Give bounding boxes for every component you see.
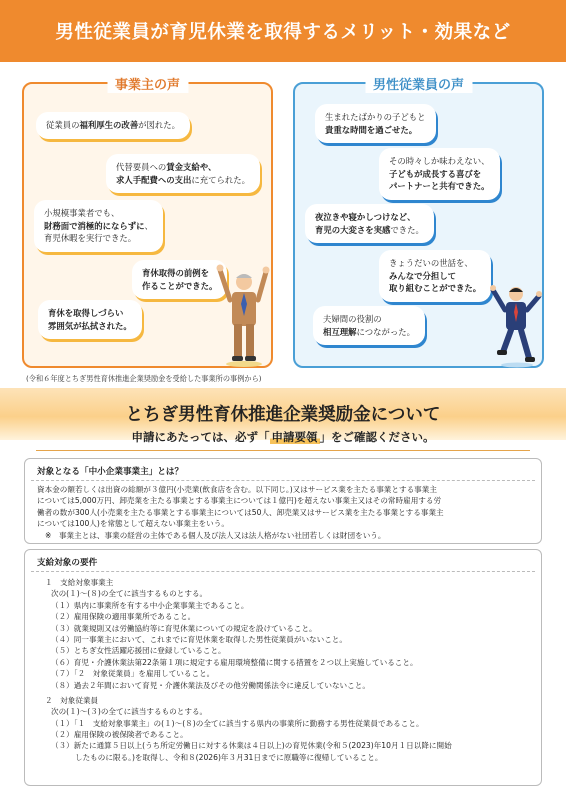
bubble-text: 夫婦間の役割の — [323, 314, 382, 324]
bubble-line — [315, 224, 424, 237]
requirement-line: したものに限る。)を取得し、令和８(2026)年３月31日までに原職等に復帰していること。 — [75, 752, 383, 762]
bubble-bold-text: 求人手配費への支出 — [116, 174, 192, 185]
employer-bubble — [34, 200, 163, 252]
employer-bubble — [36, 112, 190, 139]
requirement-line: （２）雇用保険の適用事業所であること。 — [51, 612, 196, 622]
page-title: 男性従業員が育児休業を取得するメリット・効果など — [55, 22, 511, 43]
bubble-line — [323, 326, 415, 339]
definition-line: ※ 事業主とは、事業の経営の主体である個人及び法人又は法人格がない社団若しくは財団をいう。 — [45, 530, 386, 540]
bubble-bold-text: 育児の大変さを実感 — [315, 224, 391, 235]
man-jumping-illustration — [487, 280, 545, 368]
employee-bubble — [379, 148, 500, 200]
bubble-bold-text: 子どもが成長する喜びを — [389, 168, 482, 179]
eligibility-text — [37, 577, 531, 763]
requirement-line: （７）「２ 対象従業員」を雇用していること。 — [51, 669, 215, 679]
section-divider — [36, 450, 530, 451]
sme-definition-text — [37, 484, 531, 541]
bubble-line — [389, 155, 490, 168]
employee-bubble — [315, 104, 436, 143]
bubble-text: 従業員の — [46, 120, 80, 130]
bubble-line — [142, 267, 217, 280]
definition-line: 働者の数が300人(小売業を主たる事業とする事業主については50人、卸売業又はサービス業を主たる事業とする事業主 — [37, 507, 444, 517]
notice-text-after: 」をご確認ください。 — [319, 430, 435, 444]
bubble-bold-text: 作ることができた。 — [142, 280, 218, 291]
source-note: (令和６年度とちぎ男性育休推進企業奨励金を受給した事業所の事例から) — [26, 374, 262, 383]
bubble-text: 育児休暇を実行できた。 — [44, 233, 137, 244]
notice-text-before: 申請にあたっては、必ず「 — [131, 430, 270, 444]
eligibility-title: 支給対象の要件 — [37, 558, 98, 568]
requirement-line: ２ 対象従業員 — [45, 695, 99, 705]
bubble-text: きょうだいの世話を、 — [389, 258, 473, 268]
requirement-line: （２）雇用保険の被保険者であること。 — [51, 730, 188, 740]
businessman-cheering-illustration — [216, 260, 272, 368]
box-divider — [31, 571, 535, 572]
sme-definition-box — [24, 458, 542, 544]
bubble-line — [325, 124, 426, 137]
definition-line: 資本金の額若しくは出資の総額が３億円(小売業(飲食店を含む。以下同じ。)又はサービス業を主たる事業とする事業主 — [37, 485, 437, 494]
bubble-bold-text: パートナーと共有できた。 — [389, 181, 490, 192]
bubble-text: できた。 — [390, 224, 424, 235]
bubble-line — [389, 180, 490, 193]
bubble-bold-text: 取り組むことができた。 — [389, 283, 482, 294]
bubble-line — [389, 282, 481, 295]
bubble-line — [116, 174, 250, 187]
requirement-line: （８）過去２年間において育児・介護休業法及びその他労働関係法令に違反していないこと。 — [51, 680, 370, 690]
requirement-line: （５）とちぎ女性活躍応援団に登録していること。 — [51, 646, 226, 656]
bubble-line — [44, 220, 153, 233]
bubble-line — [44, 232, 153, 245]
requirement-line: （４）同一事業主において、これまでに育児休業を取得した男性従業員がいないこと。 — [51, 634, 347, 644]
bubble-text: 小規模事業者でも、 — [44, 208, 120, 218]
bubble-bold-text: 夜泣きや寝かしつけなど、 — [315, 212, 416, 222]
requirement-line: （３）就業規則又は労働協約等に育児休業についての規定を設けていること。 — [51, 623, 317, 633]
requirement-line: （３）新たに通算５日以上(うち所定労働日に対する休業は４日以上)の育児休業(令和５(2023)年10月１日以降に開始 — [51, 741, 452, 751]
requirement-line: １ 支給対象事業主 — [45, 578, 114, 587]
section-title: とちぎ男性育休推進企業奨励金について — [125, 405, 441, 425]
bubble-line — [389, 270, 481, 283]
box-divider — [31, 480, 535, 481]
application-notice — [0, 429, 566, 445]
bubble-text: 、 — [144, 220, 153, 231]
bubble-bold-text: 賃金支給や、 — [166, 162, 217, 172]
bubble-line — [142, 280, 217, 293]
bubble-line — [325, 111, 426, 124]
bubble-line — [323, 313, 415, 326]
requirement-line: （６）育児・介護休業法第22条第１項に規定する雇用環境整備に関する措置を２つ以上実施していること。 — [51, 657, 418, 667]
bubble-text: 代替要員への — [116, 162, 167, 172]
bubble-line — [46, 119, 180, 132]
bubble-line — [44, 207, 153, 220]
bubble-text: その時々しか味わえない、 — [389, 156, 490, 166]
bubble-line — [389, 257, 481, 270]
requirement-line: 次の(１)～(３)の全てに該当するものとする。 — [51, 707, 208, 717]
bubble-line — [315, 211, 424, 224]
bubble-bold-text: 育休取得の前例を — [142, 268, 209, 278]
requirement-line: 次の(１)～(８)の全てに該当するものとする。 — [51, 589, 208, 599]
bubble-bold-text: 福利厚生の改善 — [79, 120, 139, 130]
definition-line: については5,000万円、卸売業を主たる事業とする事業主については１億円)を超えない事業主又はその常時雇用する労 — [37, 496, 442, 506]
bubble-text: 生まれたばかりの子どもと — [325, 112, 426, 122]
notice-highlight: 申請要領 — [271, 430, 318, 444]
employee-voices-title: 男性従業員の声 — [365, 74, 472, 93]
requirement-line: （１）「１ 支給対象事業主」の(１)～(８)の全てに該当する県内の事業所に勤務する男性従業員であること。 — [51, 718, 424, 728]
employee-bubble — [379, 250, 491, 302]
bubble-bold-text: 貴重な時間を過ごせた。 — [325, 124, 418, 135]
header-banner — [0, 0, 566, 62]
bubble-bold-text: 雰囲気が払拭された。 — [48, 320, 132, 331]
employer-voices-title: 事業主の声 — [107, 74, 188, 93]
employee-voices-panel — [293, 78, 544, 368]
bubble-line — [116, 161, 250, 174]
bubble-line — [389, 168, 490, 181]
eligibility-requirements-box — [24, 549, 542, 786]
bubble-line — [48, 320, 132, 333]
bubble-bold-text: 育休を取得しづらい — [48, 308, 124, 318]
bubble-text: が図れた。 — [138, 120, 180, 130]
employee-bubble — [313, 306, 425, 345]
employer-voices-panel — [22, 78, 273, 368]
bubble-line — [48, 307, 132, 320]
bubble-text: に充てられた。 — [191, 174, 250, 185]
bubble-bold-text: 財務面で消極的にならずに — [44, 220, 145, 231]
bubble-text: につながった。 — [356, 326, 415, 337]
employee-bubble — [305, 204, 434, 243]
requirement-line: （１）県内に事業所を有する中小企業事業主であること。 — [51, 600, 249, 610]
employer-bubble — [132, 260, 227, 299]
bubble-bold-text: 相互理解 — [323, 326, 357, 337]
definition-line: については100人)を常態として超えない事業主をいう。 — [37, 519, 229, 529]
employer-bubble — [106, 154, 260, 193]
employer-bubble — [38, 300, 142, 339]
sme-definition-title: 対象となる「中小企業事業主」とは？ — [37, 467, 184, 477]
bubble-bold-text: みんなで分担して — [389, 270, 456, 281]
